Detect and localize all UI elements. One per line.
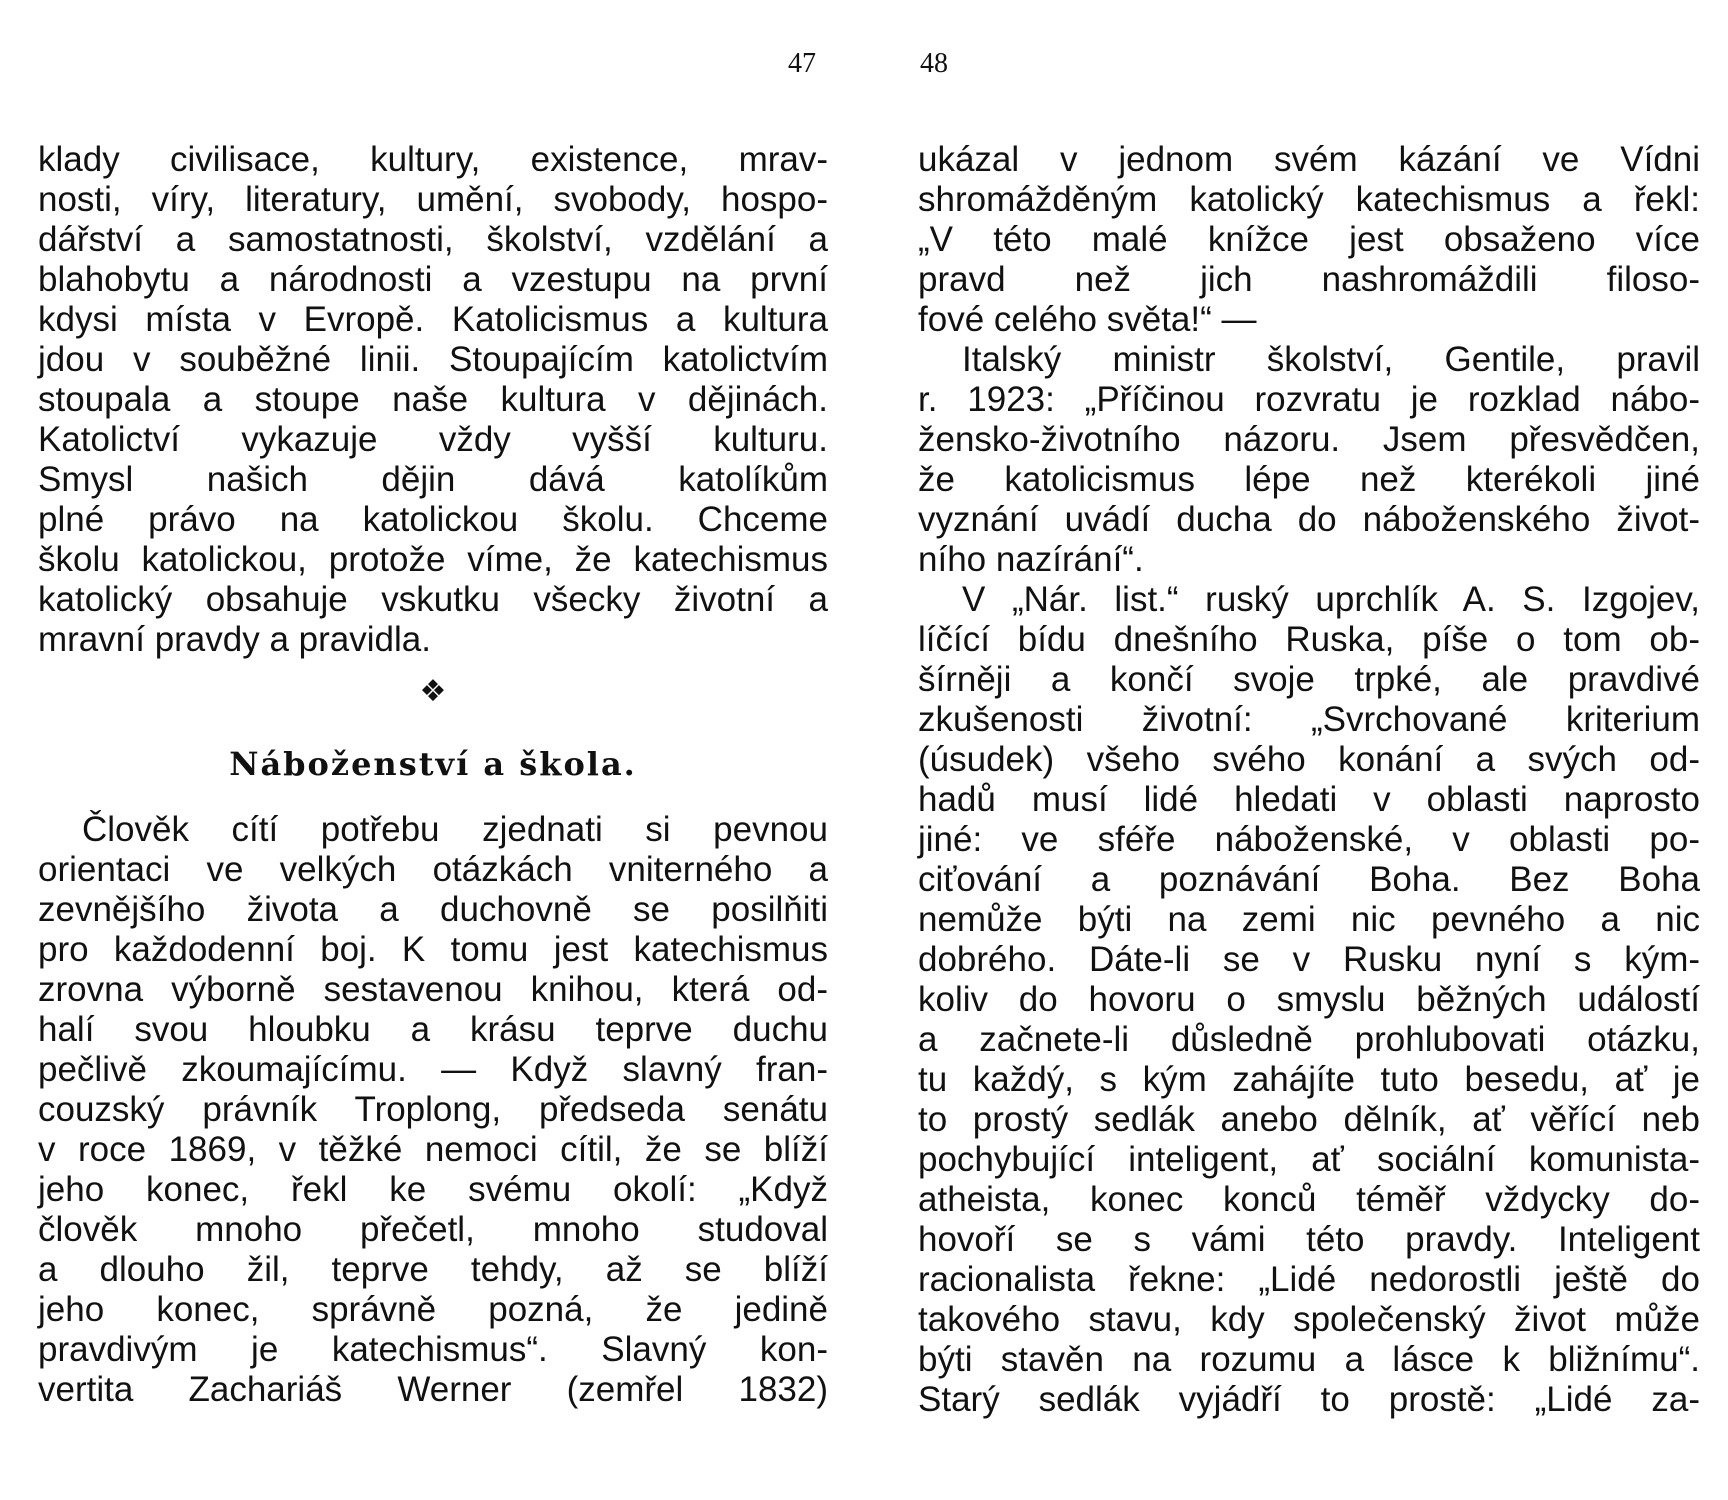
text-line: pro každodenní boj. K tomu jest katechismus	[38, 930, 828, 969]
text-line: jdou v souběžné linii. Stoupajícím katolictvím	[38, 340, 828, 379]
right-paragraph-3	[918, 580, 1700, 1420]
text-line: žensko-životního názoru. Jsem přesvědčen,	[918, 420, 1700, 459]
text-line: r. 1923: „Příčinou rozvratu je rozklad nábo-	[918, 380, 1700, 419]
text-line: Katolictví vykazuje vždy vyšší kulturu.	[38, 420, 828, 459]
text-line: Italský ministr školství, Gentile, pravil	[962, 340, 1700, 379]
text-line: „V této malé knížce jest obsaženo více	[918, 220, 1700, 259]
text-line: a začnete-li důsledně prohlubovati otázku,	[918, 1020, 1700, 1059]
text-line: dobrého. Dáte-li se v Rusku nyní s kým-	[918, 940, 1700, 979]
text-line: v roce 1869, v těžké nemoci cítil, že se blíží	[38, 1130, 828, 1169]
text-line: hadů musí lidé hledati v oblasti naprosto	[918, 780, 1700, 819]
text-line: klady civilisace, kultury, existence, mrav-	[38, 140, 828, 179]
text-line: shromážděným katolický katechismus a řekl:	[918, 180, 1700, 219]
text-line: Smysl našich dějin dává katolíkům	[38, 460, 828, 499]
text-line: ního nazírání“.	[918, 540, 1144, 579]
text-line: nemůže býti na zemi nic pevného a nic	[918, 900, 1700, 939]
text-line: kdysi místa v Evropě. Katolicismus a kultura	[38, 300, 828, 339]
text-line: vyznání uvádí ducha do náboženského život-	[918, 500, 1700, 539]
text-line: atheista, konec konců téměř vždycky do-	[918, 1180, 1700, 1219]
text-line: býti stavěn na rozumu a lásce k bližnímu“.	[918, 1340, 1700, 1379]
text-line: a dlouho žil, teprve tehdy, až se blíží	[38, 1250, 828, 1289]
text-line: mravní pravdy a pravidla.	[38, 620, 431, 659]
left-page-column	[38, 140, 828, 1410]
text-line: stoupala a stoupe naše kultura v dějinách.	[38, 380, 828, 419]
text-line: couzský právník Troplong, předseda senátu	[38, 1090, 828, 1129]
text-line: V „Nár. list.“ ruský uprchlík A. S. Izgojev,	[962, 580, 1700, 619]
text-line: pečlivě zkoumajícímu. — Když slavný fran-	[38, 1050, 828, 1089]
text-line: Člověk cítí potřebu zjednati si pevnou	[82, 810, 828, 849]
section-heading: Náboženství a škola.	[229, 745, 637, 783]
page-number-left: 47	[788, 48, 816, 79]
text-line: pravdivým je katechismus“. Slavný kon-	[38, 1330, 828, 1369]
left-paragraph-1	[38, 140, 828, 660]
text-line: ukázal v jednom svém kázání ve Vídni	[918, 140, 1700, 179]
text-line: školu katolickou, protože víme, že katechismus	[38, 540, 828, 579]
text-line: koliv do hovoru o smyslu běžných událostí	[918, 980, 1700, 1019]
text-line: fové celého světa!“ —	[918, 300, 1257, 339]
text-line: to prostý sedlák anebo dělník, ať věřící neb	[918, 1100, 1700, 1139]
text-line: halí svou hloubku a krásu teprve duchu	[38, 1010, 828, 1049]
text-line: zrovna výborně sestavenou knihou, která od-	[38, 970, 828, 1009]
text-line: pochybující inteligent, ať sociální komunista-	[918, 1140, 1700, 1179]
right-page-column	[918, 140, 1700, 1420]
text-line: orientaci ve velkých otázkách vniterného a	[38, 850, 828, 889]
text-line: plné právo na katolickou školu. Chceme	[38, 500, 828, 539]
text-line: líčící bídu dnešního Ruska, píše o tom ob-	[918, 620, 1700, 659]
text-line: jiné: ve sféře náboženské, v oblasti po-	[918, 820, 1700, 859]
text-line: Starý sedlák vyjádří to prostě: „Lidé za-	[918, 1380, 1700, 1419]
text-line: člověk mnoho přečetl, mnoho studoval	[38, 1210, 828, 1249]
text-line: racionalista řekne: „Lidé nedorostli ještě do	[918, 1260, 1700, 1299]
left-paragraph-2	[38, 810, 828, 1410]
text-line: vertita Zachariáš Werner (zemřel 1832)	[38, 1370, 828, 1409]
text-line: jeho konec, správně pozná, že jedině	[38, 1290, 828, 1329]
text-line: zkušenosti životní: „Svrchované kriterium	[918, 700, 1700, 739]
text-line: blahobytu a národnosti a vzestupu na první	[38, 260, 828, 299]
text-line: tu každý, s kým zahájíte tuto besedu, ať je	[918, 1060, 1700, 1099]
text-line: že katolicismus lépe než kterékoli jiné	[918, 460, 1700, 499]
text-line: jeho konec, řekl ke svému okolí: „Když	[38, 1170, 828, 1209]
text-line: zevnějšího života a duchovně se posilňiti	[38, 890, 828, 929]
text-line: nosti, víry, literatury, umění, svobody, hospo-	[38, 180, 828, 219]
text-line: (úsudek) všeho svého konání a svých od-	[918, 740, 1700, 779]
right-paragraph-2	[918, 340, 1700, 580]
text-line: dářství a samostatnosti, školství, vzdělání a	[38, 220, 828, 259]
text-line: hovoří se s vámi této pravdy. Inteligent	[918, 1220, 1700, 1259]
page-number-right: 48	[920, 48, 948, 79]
text-line: takového stavu, kdy společenský život může	[918, 1300, 1700, 1339]
section-ornament-icon: ❖	[419, 675, 447, 708]
text-line: pravd než jich nashromáždili filoso-	[918, 260, 1700, 299]
text-line: katolický obsahuje vskutku všecky životní a	[38, 580, 828, 619]
text-line: šírněji a končí svoje trpké, ale pravdivé	[918, 660, 1700, 699]
text-line: ciťování a poznávání Boha. Bez Boha	[918, 860, 1700, 899]
right-paragraph-1	[918, 140, 1700, 340]
